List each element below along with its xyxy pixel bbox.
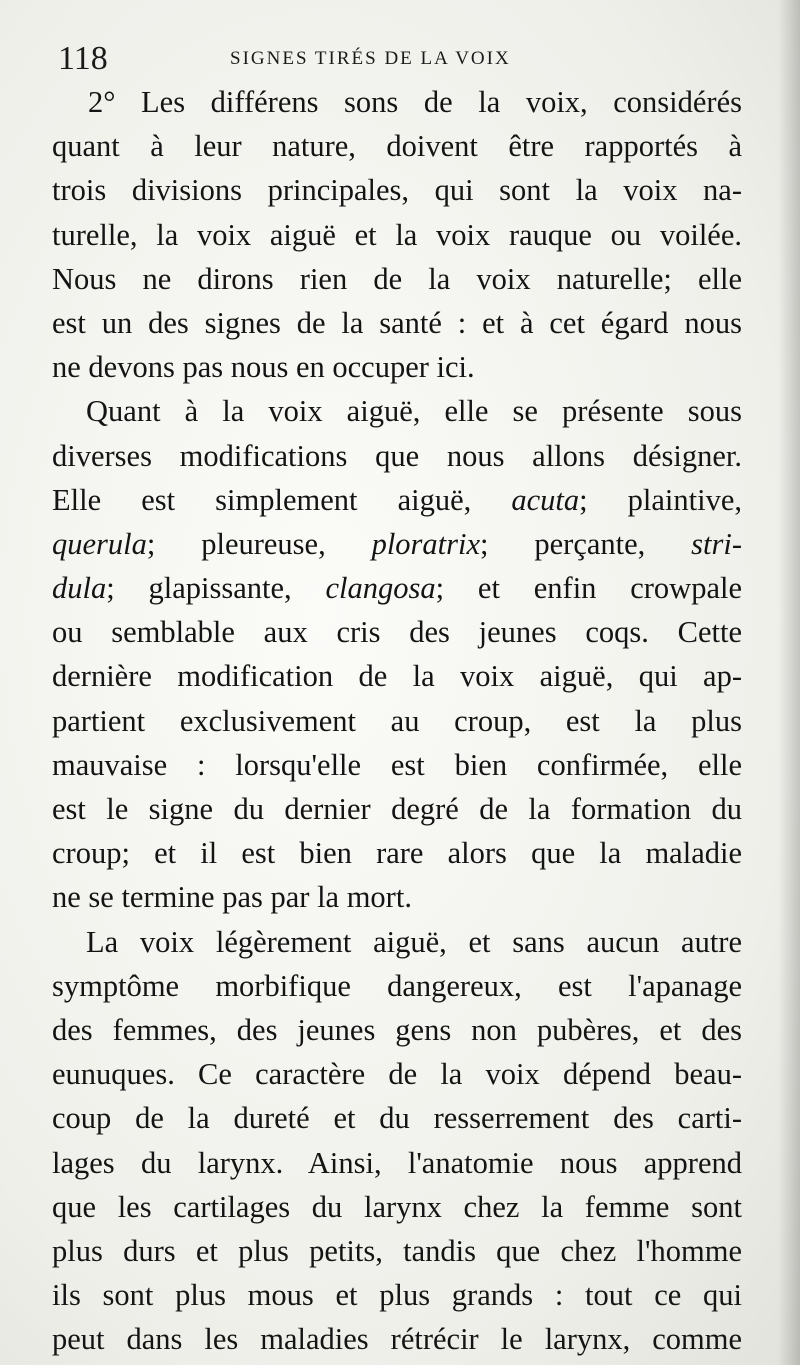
latin-term: ploratrix bbox=[371, 526, 481, 561]
text-line: eunuques. Ce caractère de la voix dépend beau- bbox=[52, 1057, 742, 1092]
text-line: La voix légèrement aiguë, et sans aucun autre bbox=[86, 924, 742, 959]
text-line: dernière modification de la voix aiguë, qui ap- bbox=[52, 659, 742, 694]
text-line: 2° Les différens sons de la voix, considérés bbox=[88, 85, 742, 119]
text-line: turelle, la voix aiguë et la voix rauque ou voilée. bbox=[52, 217, 742, 252]
text-line: Nous ne dirons rien de la voix naturelle; elle bbox=[52, 261, 742, 296]
latin-term: acuta bbox=[511, 482, 580, 517]
text-line: peut dans les maladies rétrécir le larynx, comme bbox=[52, 1322, 742, 1357]
text-line: est un des signes de la santé : et à cet égard nous bbox=[52, 305, 742, 340]
latin-term: stri- bbox=[691, 526, 742, 561]
text-line: lages du larynx. Ainsi, l'anatomie nous apprend bbox=[52, 1145, 742, 1180]
running-head: SIGNES TIRÉS DE LA VOIX bbox=[230, 48, 511, 69]
text-line: dula; glapissante, clangosa; et enfin crowpale bbox=[52, 571, 742, 606]
body-text bbox=[52, 80, 742, 1361]
text-line: ne se termine pas par la mort. bbox=[52, 880, 412, 915]
text-line: Quant à la voix aiguë, elle se présente sous bbox=[86, 394, 742, 429]
text-line: plus durs et plus petits, tandis que chez l'homme bbox=[52, 1233, 742, 1268]
text-line: trois divisions principales, qui sont la voix na- bbox=[52, 173, 742, 208]
text-line: ils sont plus mous et plus grands : tout ce qui bbox=[52, 1278, 742, 1313]
text-line: est le signe du dernier degré de la formation du bbox=[52, 792, 742, 826]
text-line: que les cartilages du larynx chez la femme sont bbox=[52, 1189, 742, 1224]
text-line: ne devons pas nous en occuper ici. bbox=[52, 350, 475, 385]
text-line: diverses modifications que nous allons désigner. bbox=[52, 438, 742, 473]
text-line: quant à leur nature, doivent être rapportés à bbox=[52, 129, 742, 164]
text-line: mauvaise : lorsqu'elle est bien confirmée, elle bbox=[52, 747, 742, 782]
text-line: Elle est simplement aiguë, acuta; plaintive, bbox=[52, 482, 742, 517]
text-line: des femmes, des jeunes gens non pubères, et des bbox=[52, 1012, 742, 1047]
text-line: coup de la dureté et du resserrement des carti- bbox=[52, 1101, 742, 1136]
latin-term: querula bbox=[52, 526, 147, 561]
page-number: 118 bbox=[58, 40, 108, 77]
text-line: symptôme morbifique dangereux, est l'apanage bbox=[52, 968, 742, 1003]
latin-term: dula bbox=[52, 571, 107, 606]
text-line: croup; et il est bien rare alors que la maladie bbox=[52, 836, 742, 871]
page-header bbox=[50, 40, 750, 80]
text-line: ou semblable aux cris des jeunes coqs. Cette bbox=[52, 615, 742, 650]
text-line: querula; pleureuse, ploratrix; perçante, stri- bbox=[52, 526, 742, 561]
latin-term: clangosa bbox=[325, 571, 436, 606]
text-line: partient exclusivement au croup, est la plus bbox=[52, 703, 742, 738]
